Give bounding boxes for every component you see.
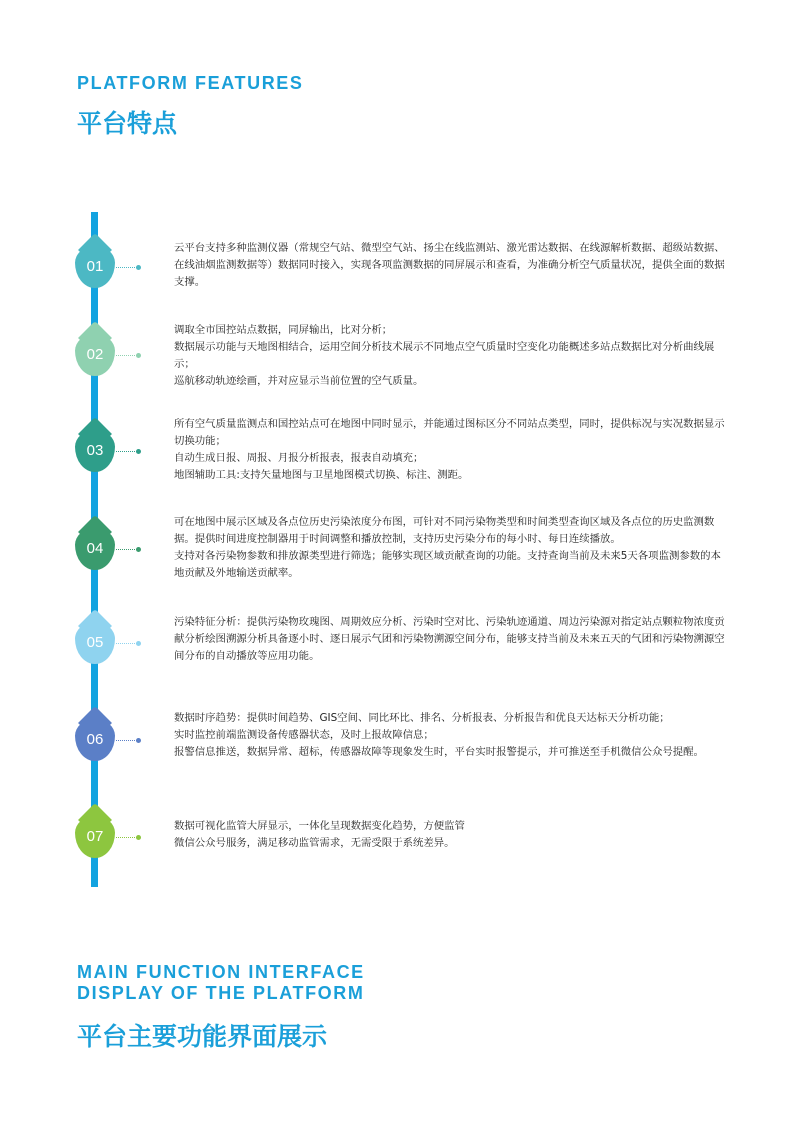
feature-number-badge <box>75 622 115 664</box>
feature-connector <box>116 643 137 644</box>
feature-description <box>174 240 726 291</box>
feature-line: 实时监控前端监测设备传感器状态，及时上报故障信息； <box>174 729 434 741</box>
feature-number-badge <box>75 528 115 570</box>
feature-number-badge <box>75 246 115 288</box>
feature-dot <box>136 449 141 454</box>
feature-line: 调取全市国控站点数据，同屏输出，比对分析； <box>174 324 393 336</box>
section2-title-en: MAIN FUNCTION INTERFACE DISPLAY OF THE PLATFORM <box>77 962 365 1003</box>
feature-line: 数据可视化监管大屏显示，一体化呈现数据变化趋势，方便监管 <box>174 820 465 832</box>
feature-dot <box>136 738 141 743</box>
feature-dot <box>136 835 141 840</box>
section-title-zh: 平台特点 <box>77 109 178 138</box>
feature-line: 巡航移动轨迹绘画，并对应显示当前位置的空气质量。 <box>174 375 424 387</box>
feature-connector <box>116 355 137 356</box>
feature-number: 01 <box>86 258 104 275</box>
feature-number-badge <box>75 334 115 376</box>
feature-number: 02 <box>86 346 104 363</box>
feature-number: 07 <box>86 828 104 845</box>
feature-dot <box>136 353 141 358</box>
feature-description <box>174 322 726 390</box>
feature-line: 所有空气质量监测点和国控站点可在地图中同时显示，并能通过图标区分不同站点类型，同时，提供标况与实况数据显示切换功能； <box>174 418 725 447</box>
feature-number-badge <box>75 430 115 472</box>
feature-number: 06 <box>86 731 104 748</box>
feature-description <box>174 416 726 484</box>
feature-line: 地图辅助工具:支持矢量地图与卫星地图模式切换、标注、测距。 <box>174 469 469 481</box>
feature-description <box>174 818 726 852</box>
feature-connector <box>116 267 137 268</box>
feature-line: 报警信息推送，数据异常、超标，传感器故障等现象发生时，平台实时报警提示，并可推送至手机微信公众号提醒。 <box>174 746 704 758</box>
feature-line: 自动生成日报、周报、月报分析报表，报表自动填充； <box>174 452 424 464</box>
feature-connector <box>116 740 137 741</box>
feature-number-badge <box>75 719 115 761</box>
feature-number: 04 <box>86 540 104 557</box>
feature-line: 数据时序趋势：提供时间趋势、GIS空间、同比环比、排名、分析报表、分析报告和优良天达标天分析功能； <box>174 712 670 724</box>
feature-description <box>174 514 726 582</box>
feature-dot <box>136 265 141 270</box>
feature-description <box>174 614 726 665</box>
section-title-en: PLATFORM FEATURES <box>77 73 304 93</box>
feature-line: 微信公众号服务，满足移动监管需求，无需受限于系统差异。 <box>174 837 455 849</box>
feature-line: 数据展示功能与天地图相结合，运用空间分析技术展示不同地点空气质量时空变化功能概述多站点数据比对分析曲线展示； <box>174 341 715 370</box>
feature-connector <box>116 549 137 550</box>
section2-title-zh: 平台主要功能界面展示 <box>77 1022 328 1051</box>
feature-number: 03 <box>86 442 104 459</box>
feature-line: 云平台支持多种监测仪器（常规空气站、微型空气站、扬尘在线监测站、激光雷达数据、在线源解析数据、超级站数据、在线油烟监测数据等）数据同时接入，实现各项监测数据的同屏展示和查看，为准确分析空气质量状况，提供全面的数据支撑。 <box>174 242 725 288</box>
feature-line: 可在地图中展示区域及各点位历史污染浓度分布图，可针对不同污染物类型和时间类型查询区域及各点位的历史监测数据。提供时间进度控制器用于时间调整和播放控制，支持历史污染分布的每小时、每日连续播放。 <box>174 516 715 545</box>
feature-connector <box>116 451 137 452</box>
feature-connector <box>116 837 137 838</box>
feature-dot <box>136 547 141 552</box>
feature-dot <box>136 641 141 646</box>
feature-number-badge <box>75 816 115 858</box>
feature-number: 05 <box>86 634 104 651</box>
feature-line: 支持对各污染物参数和排放源类型进行筛选；能够实现区域贡献查询的功能。支持查询当前及未来5天各项监测参数的本地贡献及外地输送贡献率。 <box>174 550 721 579</box>
feature-line: 污染特征分析：提供污染物玫瑰图、周期效应分析、污染时空对比、污染轨迹通道、周边污染源对指定站点颗粒物浓度贡献分析绘图溯源分析具备逐小时、逐日展示气团和污染物溯源空间分布，能够支持当前及未来五天的气团和污染物溯源空间分布的自动播放等应用功能。 <box>174 616 725 662</box>
feature-description <box>174 710 726 761</box>
